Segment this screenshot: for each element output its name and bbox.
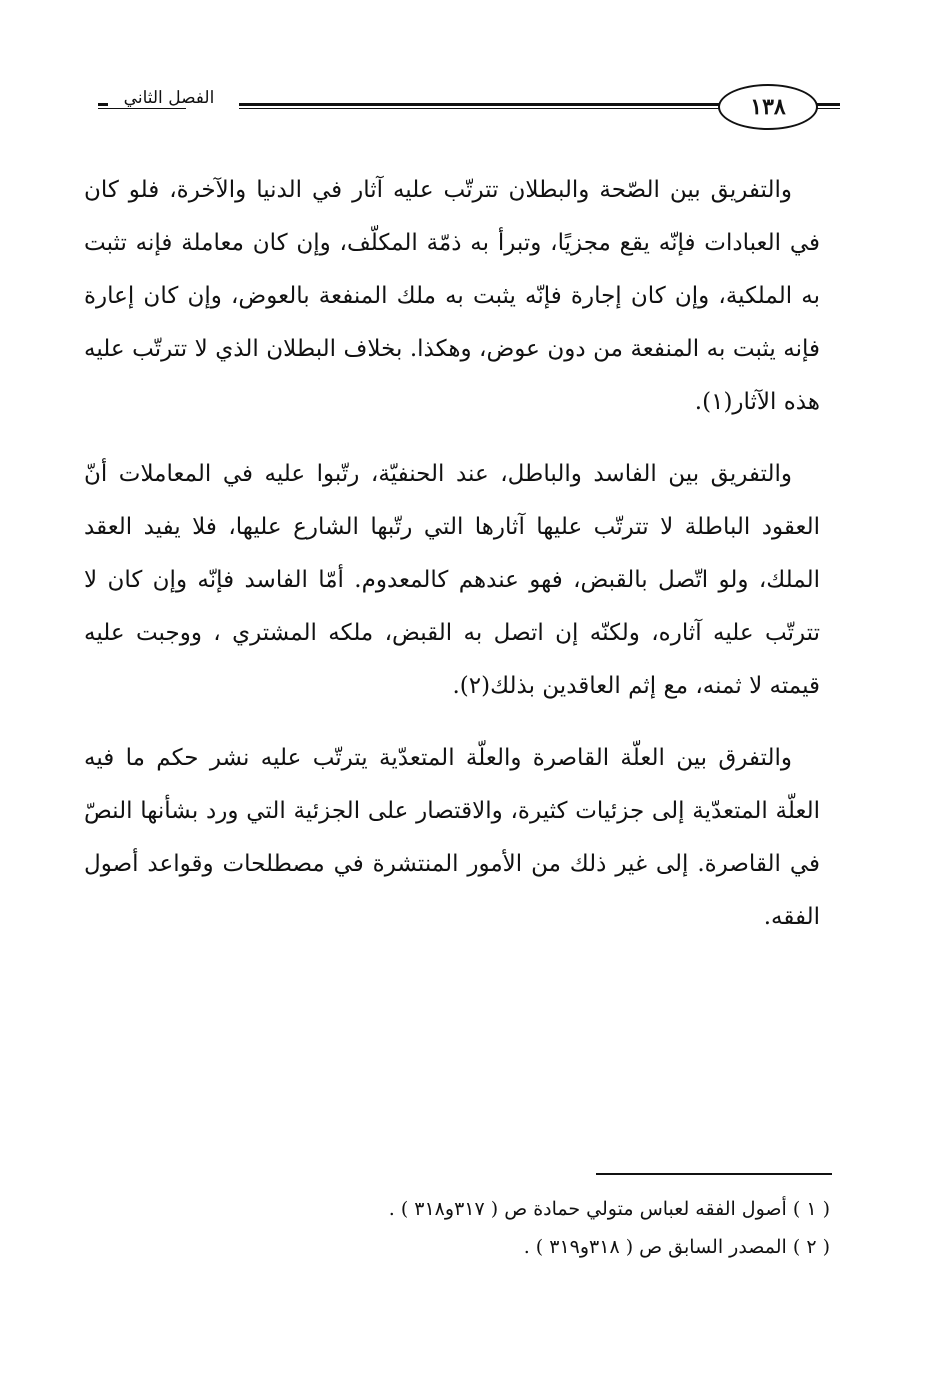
paragraph-2: والتفريق بين الفاسد والباطل، عند الحنفيّة، رتّبوا عليه في المعاملات أنّ العقود الباطلة لا تترتّب عليها آثارها التي رتّبها الشارع عليها، فلا يفيد العقد الملك، ولو اتّصل بالقبض، فهو عندهم كالمعدوم. أمّا الفاسد فإنّه وإن كان لا تترتّب عليه آثاره، ولكنّه إن اتصل به القبض، ملكه المشتري ، ووجبت عليه قيمته لا ثمنه، مع إثم العاقدين بذلك(٢). (84, 461, 820, 699)
footnote-2: ( ٢ ) المصدر السابق ص ( ٣١٨و٣١٩ ) . (523, 1236, 830, 1258)
page-header (86, 84, 840, 138)
footnote-1: ( ١ ) أصول الفقه لعباس متولي حمادة ص ( ٣١٧و٣١٨ ) . (388, 1198, 830, 1220)
paragraph-3: والتفرق بين العلّة القاصرة والعلّة المتعدّية يترتّب عليه نشر حكم ما فيه العلّة المتعدّية إلى جزئيات كثيرة، والاقتصار على الجزئية التي ورد بشأنها النصّ في القاصرة. إلى غير ذلك من الأمور المنتشرة في مصطلحات وقواعد أصول الفقه. (84, 745, 820, 930)
body-text (84, 164, 820, 963)
footnote-separator (596, 1173, 832, 1175)
chapter-title: الفصل الثاني (108, 88, 230, 108)
paragraph-1: والتفريق بين الصّحة والبطلان تترتّب عليه آثار في الدنيا والآخرة، فلو كان في العبادات فإنّه يقع مجزيًا، وتبرأ به ذمّة المكلّف، وإن كان معاملة فإنه تثبت به الملكية، وإن كان إجارة فإنّه يثبت به ملك المنفعة بالعوض، وإن كان إعارة فإنه يثبت به المنفعة من دون عوض، وهكذا. بخلاف البطلان الذي لا تترتّب عليه هذه الآثار(١). (84, 177, 820, 415)
footnotes (300, 1190, 830, 1266)
page-number: ١٣٨ (718, 84, 818, 130)
